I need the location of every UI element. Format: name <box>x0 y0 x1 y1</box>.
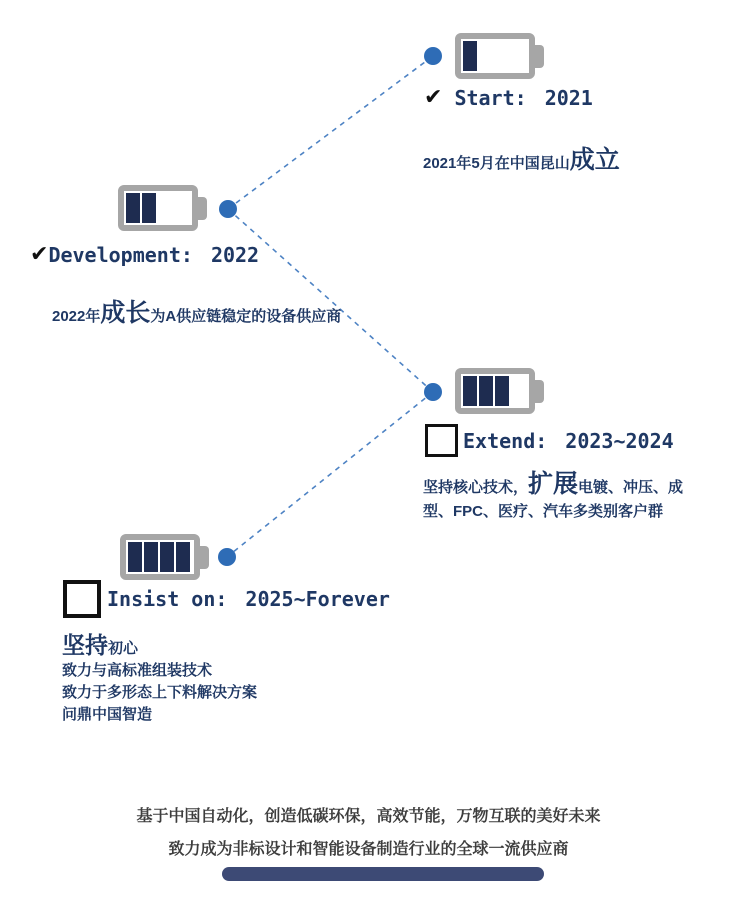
battery-body <box>455 368 535 414</box>
footer-slogan-line2: 致力成为非标设计和智能设备制造行业的全球一流供应商 <box>168 841 569 858</box>
checkbox-icon <box>425 424 458 457</box>
battery-nub <box>535 45 544 68</box>
battery-cell <box>144 542 158 572</box>
milestone-start-heading <box>424 86 593 110</box>
desc-emphasis: 成立 <box>569 146 620 174</box>
milestone-start-title: Start: <box>454 86 527 110</box>
battery-nub <box>200 546 209 569</box>
desc-text: 初心 <box>108 640 139 657</box>
battery-cell <box>126 193 140 223</box>
battery-body <box>118 185 198 231</box>
connector-line-2022-2021 <box>228 56 433 209</box>
connector-line-2023-2025 <box>227 392 433 557</box>
milestone-start-desc <box>423 140 620 176</box>
desc-text: 电镀、冲压、成 <box>578 479 684 496</box>
milestone-insist-desc-lines <box>62 660 257 726</box>
timeline-node-icon-2021 <box>424 47 442 65</box>
battery-body <box>455 33 535 79</box>
battery-cell <box>479 376 493 406</box>
milestone-extend-year: 2023~2024 <box>565 428 674 453</box>
desc-text: 2021年5月在中国昆山 <box>423 155 570 172</box>
milestone-extend-desc-line1 <box>423 464 683 500</box>
battery-cell <box>176 542 190 572</box>
battery-cell <box>160 542 174 572</box>
milestone-development-year: 2022 <box>210 243 260 267</box>
desc-text: 坚持核心技术， <box>423 479 529 496</box>
desc-emphasis: 成长 <box>100 299 151 327</box>
battery-cell <box>463 41 477 71</box>
checkbox-icon <box>63 580 101 618</box>
milestone-development-desc <box>52 293 341 329</box>
desc-emphasis: 坚持 <box>62 632 108 658</box>
battery-cell <box>142 193 156 223</box>
battery-icon-level-4 <box>120 534 209 580</box>
check-icon: ✔ <box>30 242 49 267</box>
timeline-node-icon-2025 <box>218 548 236 566</box>
milestone-insist-desc-heading <box>62 627 138 660</box>
desc-text: 为A供应链稳定的设备供应商 <box>150 308 342 325</box>
battery-icon-level-2 <box>118 185 207 231</box>
milestone-extend-desc-line2: 型、FPC、医疗、汽车多类别客户群 <box>423 503 664 520</box>
desc-line: 致力与高标准组装技术 <box>62 662 213 679</box>
battery-cell <box>463 376 477 406</box>
battery-nub <box>535 380 544 403</box>
milestone-development-heading <box>30 243 259 267</box>
milestone-start-year: 2021 <box>544 86 593 110</box>
battery-cell <box>128 542 142 572</box>
desc-line: 问鼎中国智造 <box>62 706 153 723</box>
battery-cell <box>495 376 509 406</box>
timeline-node-icon-2023 <box>424 383 442 401</box>
check-icon: ✔ <box>424 85 443 110</box>
battery-icon-level-3 <box>455 368 544 414</box>
battery-body <box>120 534 200 580</box>
milestone-extend-heading <box>425 424 674 457</box>
milestone-insist-heading <box>63 580 390 618</box>
milestone-insist-title: Insist on: <box>107 587 228 611</box>
timeline-node-icon-2022 <box>219 200 237 218</box>
battery-icon-level-1 <box>455 33 544 79</box>
desc-line: 致力于多形态上下料解决方案 <box>62 684 258 701</box>
desc-emphasis: 扩展 <box>528 470 579 498</box>
battery-nub <box>198 197 207 220</box>
milestone-development-title: Development: <box>48 243 193 267</box>
milestone-extend-title: Extend: <box>463 428 548 453</box>
footer-slogan-line1: 基于中国自动化，创造低碳环保，高效节能，万物互联的美好未来 <box>136 808 601 825</box>
footer-accent-bar <box>222 867 544 881</box>
desc-text: 2022年 <box>52 308 101 325</box>
milestone-insist-year: 2025~Forever <box>245 587 390 611</box>
